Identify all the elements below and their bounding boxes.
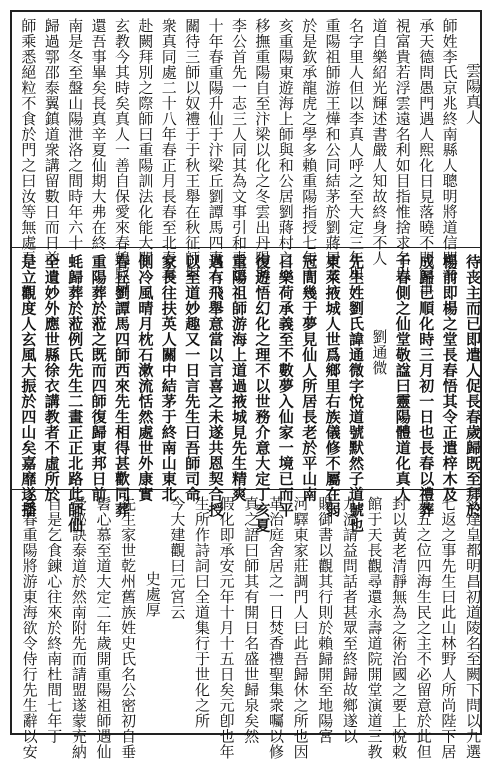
text-column: 河驛東家莊調門人曰此吾歸休之所也因 — [291, 496, 310, 760]
text-column: 楊前即楊之堂長春悟其令正遣梓木及 — [440, 254, 459, 502]
text-column: 側冷風晴月枕石漱流恬然處世外康實 — [136, 254, 155, 502]
text-column: 自是乞食鍊心往來於終南杜間七年丁 — [45, 496, 64, 744]
text-column: 亥春重陽將游東海欲令侍行先生辭以安 — [20, 496, 39, 760]
text-column: 承天德問愚門遇人熙化日見落曉不問家事 — [417, 18, 436, 297]
text-column: 冠間幾于夢見仙人所居長老於平山南 — [300, 254, 319, 502]
text-column: 衆真同處二十八年春正月長春至北春秦 — [159, 18, 178, 282]
text-column: 亥重陽東遊海上師與和公居劉蔣村之 — [276, 18, 295, 266]
text-column: 髫心慕至道大定二年歲開重陽祖師遇仙 — [94, 496, 113, 760]
text-column: 還吾事畢矣長真辛夏仙期大弗在終 — [89, 18, 108, 251]
text-column: 於是欽承龍虎之學多賴重陽指授七年丁 — [300, 18, 319, 282]
text-column: 歸過鄠邵泰翼鎮道衆講留數日而日前 — [42, 18, 61, 266]
text-column: 七返之事先生曰此山林野人所尚陛下居 — [439, 496, 458, 760]
text-column: 李公首先一志三人同其為文事引和喪送 — [229, 18, 248, 282]
text-column: 受秘訣泰道於然南附先而請盟遂蒙充納 — [69, 496, 88, 760]
text-column: 是立觀度人玄風大振於四山矣嘉靡遂播 — [19, 254, 38, 518]
text-column: 史處厚 — [143, 571, 162, 618]
text-column: 先生姓劉氏諱通微字悅道號默然子道號也 — [346, 254, 365, 533]
text-column: 復遊悟幻化之理不以世務介意大定丁亥夏 — [253, 254, 272, 533]
text-column: 日樂荷承義至不數夢入仙家一境已而平 — [276, 254, 295, 518]
text-column: 先生家世乾州舊族姓史氏名公密初自垂 — [119, 496, 138, 760]
text-column: 重陽祖師游王燁和公同結茅於劉蔣居之 — [323, 18, 342, 282]
text-column: 劉通微 — [370, 329, 389, 376]
text-column: 于春側之仙堂敬諡曰靈陽體道化真人 — [393, 254, 412, 502]
text-column: 九流請益問話者甚眾至終歸故鄉遂以 — [340, 496, 359, 744]
text-column: 重陽祖師游海上道過掖城見先生精爽 — [229, 254, 248, 502]
text-column: 蚝歸葬於蒞例氏先生二畫正正北路此師仙 — [66, 254, 85, 533]
text-column: 師姓李氏京兆終南縣人聰明將道信問海 — [440, 18, 459, 282]
text-column: 今大建觀曰元宮云 — [168, 496, 187, 620]
text-column: 名字里人但以李真人呼之至大定三年與 — [346, 18, 365, 282]
text-block-3 — [12, 490, 482, 760]
text-block-2 — [12, 248, 482, 533]
text-column: 赴闕拜別之際師曰重陽訓法化能大開 — [136, 18, 155, 266]
text-column: 待丧主而已即遣人促長春歲歸既至拜於 — [463, 254, 482, 518]
text-column: 春丘劉譚馬四師西來先生相得甚歡同葬 — [112, 254, 131, 518]
text-column: 革治庭舍居之一日焚香禮聖集衆囑以修 — [266, 496, 285, 760]
text-column: 賜御書以觀其行則於賴歸開至地陽宮 — [316, 496, 335, 744]
text-column: 全遺妙外應世縣徐衣講教者不虛所於 — [42, 254, 61, 502]
text-column: 重陽葬於蒞之既而四師復歸東邦日前 — [89, 254, 108, 502]
text-column: 道自樂紹光輝述書嚴人知故終身不人 — [370, 18, 389, 266]
text-column: 雲陽真人 — [463, 63, 482, 125]
document-page — [10, 10, 482, 760]
text-column: 邁有飛舉意當以言喜之未遂共恩契合授 — [206, 254, 225, 518]
text-column: 關待三師以奴禮于于秋王舉在秋征師與 — [183, 18, 202, 282]
text-column: 視富貴若浮雲遠名利如目指惟捨求名以 — [393, 18, 412, 282]
text-column: 假化即承安元年十月十五日矣元卽也年 — [217, 496, 236, 760]
text-column: 南是冬至盤山陽泄洛之間時年六十 — [66, 18, 85, 251]
text-column: 真之語曰師其有開日名盛世歸泉矣然 — [242, 496, 261, 744]
text-column: 移撫重陽自至汴梁以化之冬雲出丹陽與 — [253, 18, 272, 282]
text-column: 名達皇都明昌初道陵名至闕下問以九選 — [463, 496, 482, 760]
text-column: 十年春重陽升仙于汴梁丘劉譚馬四真人 — [206, 18, 225, 282]
text-block-1 — [12, 12, 482, 297]
text-column: 家長往扶英人關中結茅于終南山東北 — [159, 254, 178, 502]
text-column: 玄教今其時矣真人一善自保愛來春鶴馭早 — [112, 18, 131, 297]
text-column: 封以黃老清靜無為之術治國之要上悅敕 — [390, 496, 409, 760]
text-column: 東萊掖城人世爲鄉里右族儀修不屬在弱 — [323, 254, 342, 518]
text-column: 生所作詩詞曰全道集行于世化之所 — [193, 496, 212, 729]
text-column: 以至道妙趣又一日言先生曰吾師司命 — [183, 254, 202, 502]
text-column: 館于天長觀尋還永壽道院開堂演道三教 — [365, 496, 384, 760]
text-column: 師乘悉絕粒不食於門之曰汝等無處吾 — [19, 18, 38, 266]
text-column: 九五之位四海生民之主不必留意於此但 — [414, 496, 433, 760]
text-column: 成歸已順化時三月初一日也長春以禮葬 — [417, 254, 436, 518]
